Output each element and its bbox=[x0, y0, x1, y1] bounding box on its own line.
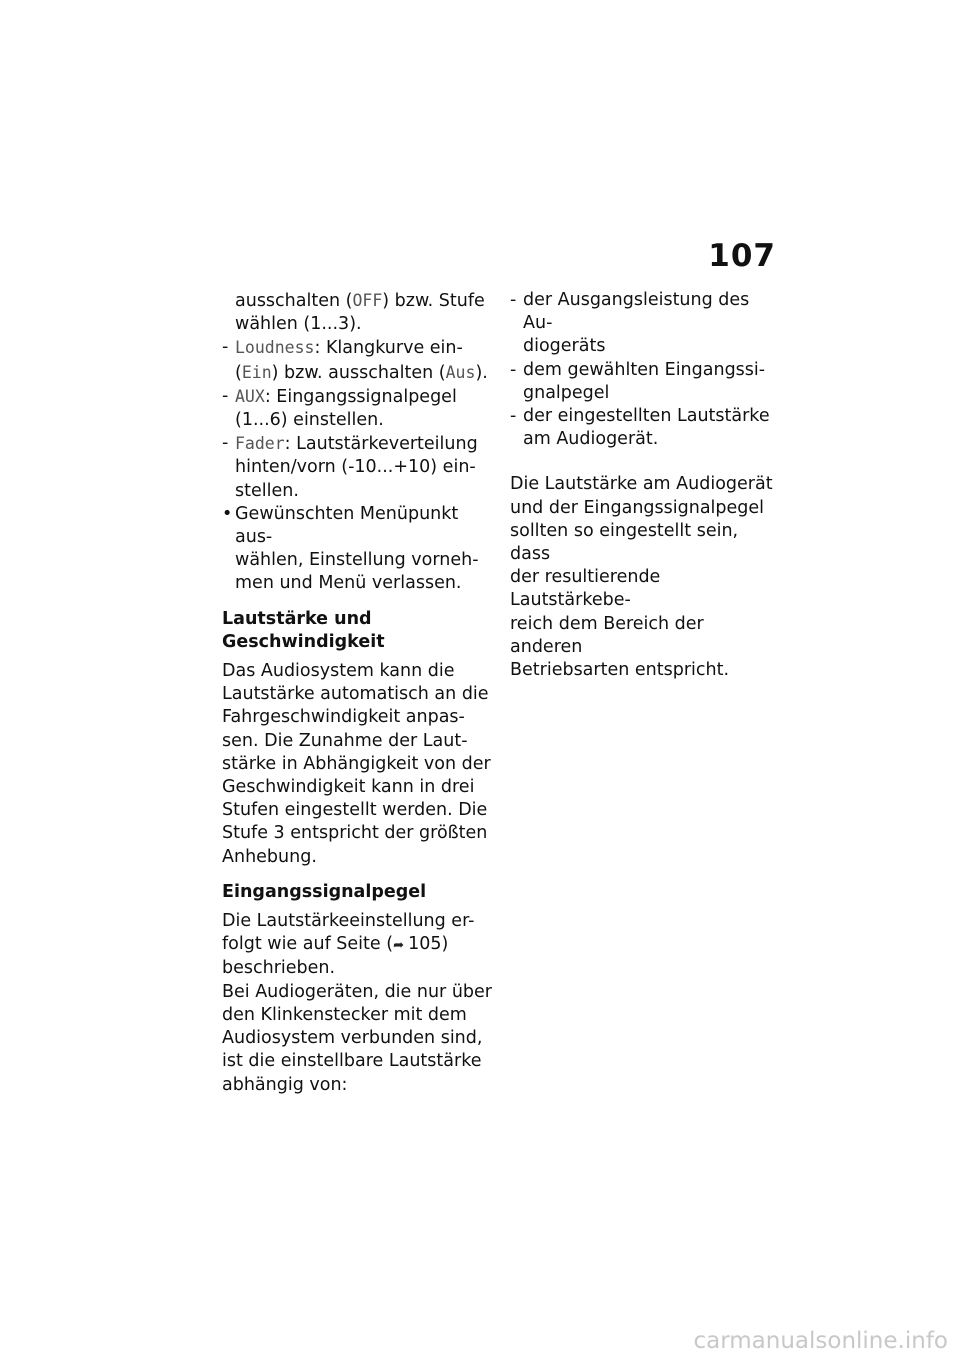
text-line: Die Lautstärke am Audiogerät bbox=[510, 474, 773, 495]
text-line: den Klinkenstecker mit dem bbox=[222, 1004, 467, 1025]
dash-marker: - bbox=[222, 433, 229, 454]
text-line: beschrieben. bbox=[222, 958, 336, 979]
text-line: sen. Die Zunahme der Laut- bbox=[222, 730, 468, 751]
right-column bbox=[510, 289, 780, 682]
text-line: der Ausgangsleistung des Au- bbox=[523, 290, 750, 334]
text-fragment: folgt wie auf Seite ( bbox=[222, 934, 394, 955]
text-line: abhängig von: bbox=[222, 1074, 348, 1095]
text-line: reich dem Bereich der anderen bbox=[510, 613, 704, 657]
code-aus: Aus bbox=[445, 362, 476, 382]
list-item-eingangssignalpegel bbox=[510, 359, 780, 405]
text-line: Bei Audiogeräten, die nur über bbox=[222, 981, 492, 1002]
text-line: diogeräts bbox=[523, 336, 606, 357]
text-fragment: : Lautstärkeverteilung bbox=[284, 434, 478, 455]
text-fragment: ) bzw. Stufe bbox=[382, 291, 485, 311]
list-item-lautstaerke bbox=[510, 405, 780, 451]
dash-marker: - bbox=[222, 337, 229, 358]
text-line: sollten so eingestellt sein, dass bbox=[510, 520, 739, 565]
code-aux: AUX bbox=[235, 386, 265, 406]
bullet-marker: • bbox=[222, 503, 233, 524]
text-line: stärke in Abhängigkeit von der bbox=[222, 753, 491, 774]
text-line: Gewünschten Menüpunkt aus- bbox=[235, 503, 459, 548]
text-line: wählen, Einstellung vorneh- bbox=[235, 550, 479, 571]
code-loudness: Loudness bbox=[235, 338, 315, 358]
continued-text bbox=[222, 289, 496, 336]
watermark: carmanualsonline.info bbox=[693, 1328, 948, 1354]
heading-line: Geschwindigkeit bbox=[222, 631, 385, 652]
text-line: gnalpegel bbox=[523, 382, 610, 403]
text-line: Stufen eingestellt werden. Die bbox=[222, 800, 488, 821]
text-line: dem gewählten Eingangssi- bbox=[523, 359, 766, 380]
text-fragment: ausschalten ( bbox=[235, 291, 353, 311]
text-fragment: ) bzw. ausschalten ( bbox=[271, 362, 446, 383]
text-line: stellen. bbox=[235, 480, 299, 501]
text-line: Stufe 3 entspricht der größten bbox=[222, 823, 488, 844]
text-line: Geschwindigkeit kann in drei bbox=[222, 777, 475, 798]
code-off: OFF bbox=[352, 291, 383, 310]
heading-line: Lautstärke und bbox=[222, 608, 372, 629]
page-number: 107 bbox=[708, 238, 776, 274]
list-item-aux bbox=[222, 385, 496, 432]
text-line: Anhebung. bbox=[222, 846, 317, 867]
text-line: men und Menü verlassen. bbox=[235, 573, 462, 594]
bullet-item bbox=[222, 503, 496, 596]
text-line: der eingestellten Lautstärke bbox=[523, 406, 770, 427]
text-fragment: : Klangkurve ein- bbox=[314, 338, 463, 359]
paragraph-lautstaerke-einstellen bbox=[510, 473, 780, 682]
dash-marker: - bbox=[222, 385, 229, 406]
dash-marker: - bbox=[510, 406, 517, 427]
list-item-ausgangsleistung bbox=[510, 289, 780, 359]
text-line: am Audiogerät. bbox=[523, 429, 659, 450]
paragraph-einstellung bbox=[222, 910, 496, 981]
text-line: wählen (1...3). bbox=[235, 314, 362, 335]
text-line: Audiosystem verbunden sind, bbox=[222, 1028, 483, 1049]
heading-eingangssignalpegel: Eingangssignalpegel bbox=[222, 881, 427, 902]
text-fragment: ). bbox=[475, 362, 488, 383]
text-line: ist die einstellbare Lautstärke bbox=[222, 1051, 482, 1072]
code-ein: Ein bbox=[241, 362, 272, 382]
page-reference-arrow-icon: ➦ bbox=[393, 938, 409, 954]
paragraph-geschwindigkeit bbox=[222, 660, 496, 869]
paragraph-audiogeraete bbox=[222, 981, 496, 1097]
text-line: der resultierende Lautstärkebe- bbox=[510, 567, 661, 611]
text-fragment: : Eingangssignalpegel bbox=[264, 386, 457, 407]
text-line: Das Audiosystem kann die bbox=[222, 661, 455, 682]
list-item-loudness bbox=[222, 336, 496, 384]
text-line: Betriebsarten entspricht. bbox=[510, 660, 730, 681]
text-line: Die Lautstärkeeinstellung er- bbox=[222, 911, 475, 932]
text-line: Lautstärke automatisch an die bbox=[222, 684, 489, 705]
list-item-fader bbox=[222, 432, 496, 503]
text-line: (1...6) einstellen. bbox=[235, 410, 384, 431]
code-fader: Fader bbox=[235, 434, 285, 454]
dash-marker: - bbox=[510, 290, 517, 310]
text-line: hinten/vorn (-10...+10) ein- bbox=[235, 457, 476, 478]
page-reference-link[interactable]: 105) bbox=[408, 934, 449, 955]
dash-marker: - bbox=[510, 359, 517, 380]
heading-lautstaerke-geschwindigkeit bbox=[222, 608, 496, 654]
left-column bbox=[222, 289, 496, 1097]
text-line: Fahrgeschwindigkeit anpas- bbox=[222, 707, 465, 728]
text-line: und der Eingangssignalpegel bbox=[510, 497, 765, 518]
text-fragment: ( bbox=[235, 362, 242, 383]
